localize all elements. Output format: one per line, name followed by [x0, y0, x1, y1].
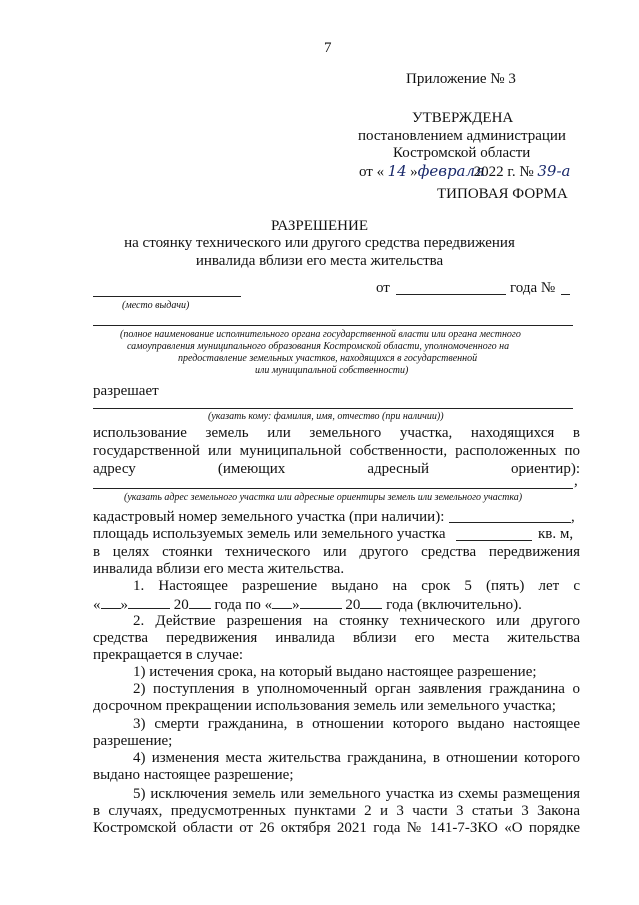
clause-1-line-1: 1. Настоящее разрешение выдано на срок 5 (пять) лет с	[133, 578, 580, 594]
purpose-line-2: инвалида вблизи его места жительства.	[93, 561, 345, 577]
cadastral-field[interactable]	[449, 522, 571, 523]
end-day-field[interactable]	[272, 595, 292, 609]
approved-label: УТВЕРЖДЕНА	[412, 110, 514, 126]
address-caption: (указать адрес земельного участка или адресные ориентиры земель или земельного участка)	[124, 492, 523, 503]
clause-1-open-quote-1: «	[93, 597, 101, 613]
item-3-line-2: разрешение;	[93, 733, 173, 749]
approval-month: февраля	[417, 162, 485, 180]
place-field[interactable]	[93, 296, 241, 297]
approval-year: 2022 г. №	[473, 164, 534, 180]
area-label: площадь используемых земель или земельного участка	[93, 526, 446, 542]
document-subtitle-2: инвалида вблизи его места жительства	[195, 253, 444, 269]
approval-close-quote: »	[410, 164, 418, 180]
clause-1-century-1: 20	[173, 597, 189, 613]
permit-number-field[interactable]	[561, 294, 570, 295]
start-day-field[interactable]	[101, 595, 121, 609]
approval-date-line	[359, 163, 571, 181]
body-line-2: государственной или муниципальной собственности, расположенных по	[93, 443, 580, 459]
document-subtitle-1: на стоянку технического или другого средства передвижения	[124, 235, 515, 251]
document-title: РАЗРЕШЕНИЕ	[270, 218, 369, 234]
page-number: 7	[324, 40, 332, 56]
area-field[interactable]	[456, 540, 532, 541]
permits-word: разрешает	[93, 383, 159, 399]
clause-1-middle: года по «	[214, 597, 273, 613]
clause-1-century-2: 20	[345, 597, 361, 613]
approval-line-2: Костромской области	[393, 145, 531, 161]
date-field[interactable]	[396, 294, 506, 295]
clause-1-line-2	[93, 595, 522, 614]
purpose-line-1: в целях стоянки технического или другого средства передвижения	[93, 544, 580, 560]
date-prefix: от	[376, 280, 390, 296]
clause-1-end: года (включительно).	[386, 597, 522, 613]
address-field[interactable]	[93, 488, 573, 489]
start-year-field[interactable]	[189, 595, 211, 609]
start-month-field[interactable]	[128, 595, 170, 609]
area-unit: кв. м,	[538, 526, 574, 542]
item-1: 1) истечения срока, на который выдано настоящее разрешение;	[133, 664, 537, 680]
item-5-line-2: в случаях, предусмотренных пунктами 2 и 3 части 3 статьи 3 Закона	[93, 803, 580, 819]
address-line-end: ,	[574, 473, 578, 489]
clause-2-line-2: средства передвижения инвалида вблизи его места жительства	[93, 630, 580, 646]
clause-1-close-quote-2: »	[292, 597, 300, 613]
item-3-line-1: 3) смерти гражданина, в отношении которого выдано настоящее	[133, 716, 580, 732]
clause-2-line-1: 2. Действие разрешения на стоянку технического или другого	[133, 613, 580, 629]
item-4-line-2: выдано настоящее разрешение;	[93, 767, 294, 783]
clause-1-close-quote-1: »	[120, 597, 128, 613]
clause-2-line-3: прекращается в случае:	[93, 647, 244, 663]
appendix-label: Приложение № 3	[406, 71, 516, 87]
body-line-3: адресу (имеющих адресный ориентир):	[93, 461, 580, 477]
item-2-line-2: досрочном прекращении использования земель или земельного участка;	[93, 698, 556, 714]
authority-caption-4: или муниципальной собственности)	[255, 365, 409, 376]
form-type-label: ТИПОВАЯ ФОРМА	[437, 186, 568, 202]
end-month-field[interactable]	[300, 595, 342, 609]
body-line-1: использование земель или земельного участка, находящихся в	[93, 425, 580, 441]
authority-caption-3: предоставление земельных участков, находящихся в государственной	[178, 353, 478, 364]
whom-field[interactable]	[93, 408, 573, 409]
authority-caption-2: самоуправления муниципального образования Костромской области, уполномоченного на	[127, 341, 510, 352]
item-5-line-3: Костромской области от 26 октября 2021 года № 141-7-ЗКО «О порядке	[93, 820, 580, 836]
authority-caption-1: (полное наименование исполнительного органа государственной власти или органа местного	[120, 329, 521, 340]
approval-number: 39-а	[537, 162, 571, 180]
cadastral-end: ,	[571, 509, 575, 525]
year-number-label: года №	[510, 280, 556, 296]
end-year-field[interactable]	[360, 595, 382, 609]
place-caption: (место выдачи)	[122, 300, 190, 311]
approval-from: от «	[359, 164, 385, 180]
authority-field[interactable]	[93, 325, 573, 326]
item-4-line-1: 4) изменения места жительства гражданина, в отношении которого	[133, 750, 580, 766]
cadastral-label: кадастровый номер земельного участка (при наличии):	[93, 509, 445, 525]
approval-day: 14	[387, 162, 407, 180]
item-5-line-1: 5) исключения земель или земельного участка из схемы размещения	[133, 786, 580, 802]
approval-line-1: постановлением администрации	[358, 128, 566, 144]
item-2-line-1: 2) поступления в уполномоченный орган заявления гражданина о	[133, 681, 580, 697]
whom-caption: (указать кому: фамилия, имя, отчество (при наличии))	[208, 411, 444, 422]
